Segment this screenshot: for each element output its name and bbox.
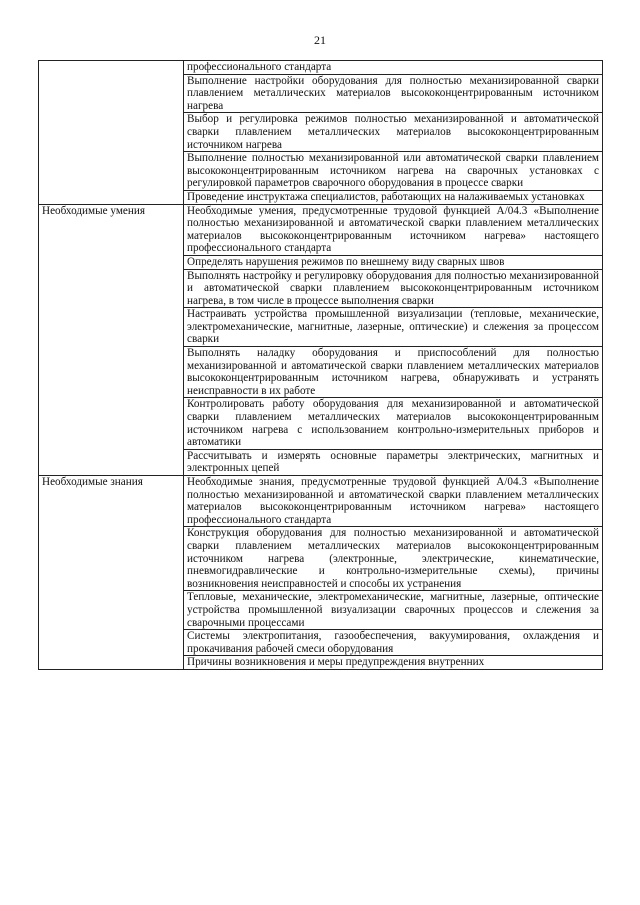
table-row	[39, 204, 603, 255]
table-row	[39, 61, 603, 75]
table-cell: Необходимые знания, предусмотренные трудовой функцией А/04.3 «Выполнение полностью механизированной и автоматической сварки плавлением металлических материалов высококонцентрированным источником нагрева» настоящего профессионального стандарта	[184, 476, 603, 527]
table-cell: Выполнение настройки оборудования для полностью механизированной сварки плавлением металлических материалов высококонцентрированным источником нагрева	[184, 74, 603, 113]
table-cell: Определять нарушения режимов по внешнему виду сварных швов	[184, 255, 603, 269]
table-cell: Выполнение полностью механизированной или автоматической сварки плавлением высококонцентрированным источником нагрева на сварочных установках с регулировкой параметров сварочного оборудования в процессе сварки	[184, 152, 603, 191]
section-label: Необходимые знания	[39, 476, 184, 670]
table-cell: Необходимые умения, предусмотренные трудовой функцией А/04.3 «Выполнение полностью механизированной и автоматической сварки плавлением металлических материалов высококонцентрированным источником нагрева» настоящего профессионального стандарта	[184, 204, 603, 255]
table-cell: Системы электропитания, газообеспечения, вакуумирования, охлаждения и прокачивания рабочей смеси оборудования	[184, 630, 603, 656]
table-cell: Конструкция оборудования для полностью механизированной и автоматической сварки плавлением металлических материалов высококонцентрированным источником нагрева (электронные, электрические, кинематические, пневмогидравлические и контрольно-измерительные схемы), причины возникновения неисправностей и способы их устранения	[184, 527, 603, 591]
table-row	[39, 476, 603, 527]
table-cell: Проведение инструктажа специалистов, работающих на налаживаемых установках	[184, 190, 603, 204]
requirements-table	[38, 60, 603, 670]
section-label: Необходимые умения	[39, 204, 184, 475]
table-cell: Контролировать работу оборудования для механизированной и автоматической сварки плавлением металлических материалов высококонцентрированным источником нагрева с использованием контрольно-измерительных приборов и автоматики	[184, 398, 603, 449]
table-cell: профессионального стандарта	[184, 61, 603, 75]
table-cell: Рассчитывать и измерять основные параметры электрических, магнитных и электронных цепей	[184, 449, 603, 475]
section-label	[39, 61, 184, 205]
table-cell: Выполнять наладку оборудования и приспособлений для полностью механизированной и автоматической сварки плавлением металлических материалов высококонцентрированным источником нагрева, обнаруживать и устранять неисправности в их работе	[184, 347, 603, 398]
table-cell: Выполнять настройку и регулировку оборудования для полностью механизированной и автоматической сварки плавлением высококонцентрированным источником нагрева, в том числе в процессе выполнения сварки	[184, 269, 603, 308]
table-cell: Выбор и регулировка режимов полностью механизированной и автоматической сварки плавлением металлических материалов высококонцентрированным источником нагрева	[184, 113, 603, 152]
page-number: 21	[314, 33, 326, 47]
table-cell: Причины возникновения и меры предупреждения внутренних	[184, 656, 603, 670]
table-cell: Тепловые, механические, электромеханические, магнитные, лазерные, оптические устройства промышленной визуализации сварочных процессов и слежения за сварочными процессами	[184, 591, 603, 630]
table-cell: Настраивать устройства промышленной визуализации (тепловые, механические, электромеханические, магнитные, лазерные, оптические) и слежения за процессом сварки	[184, 308, 603, 347]
